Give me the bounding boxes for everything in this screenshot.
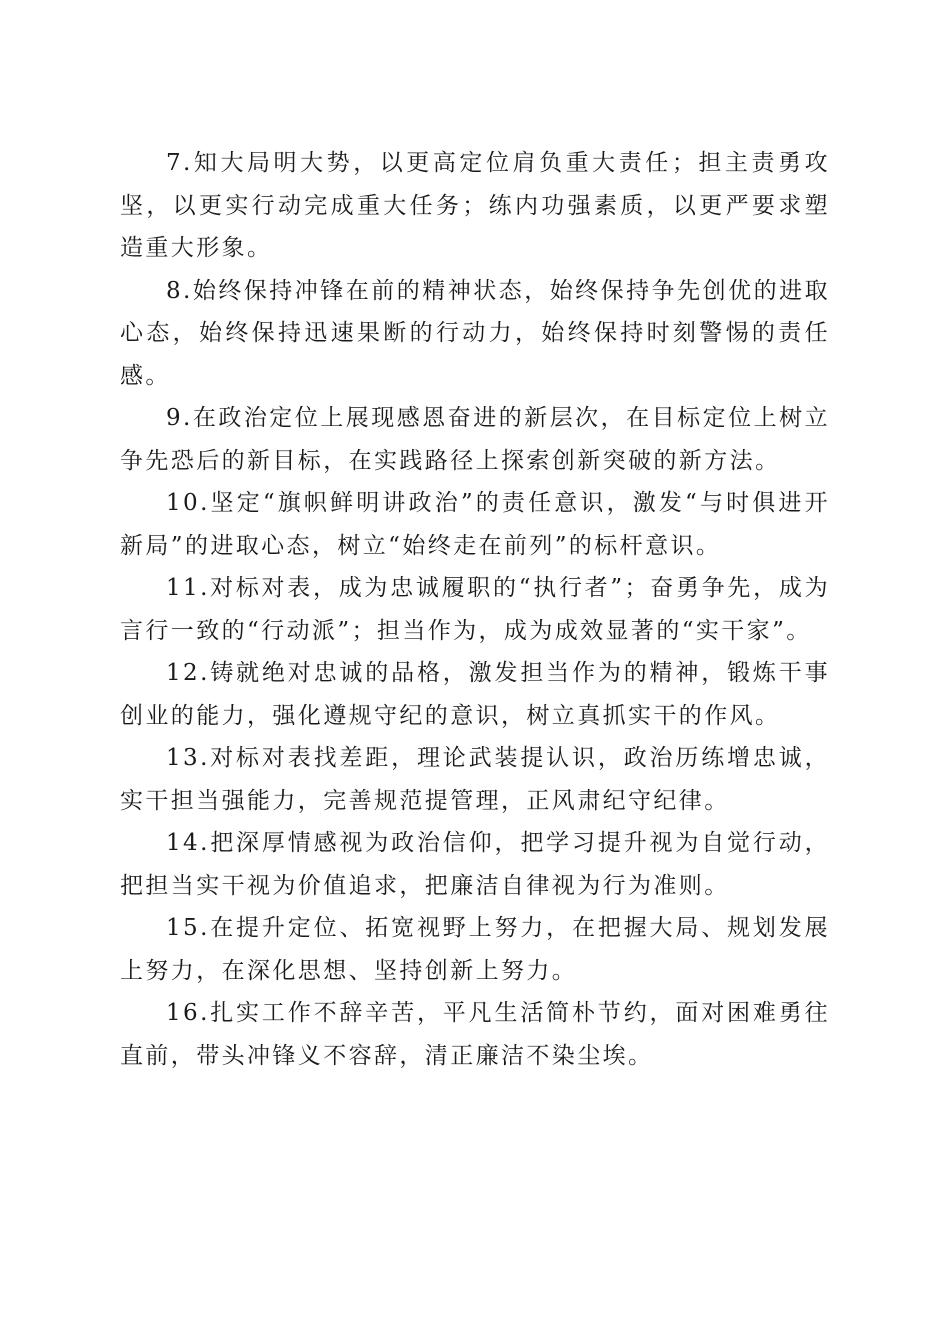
paragraph-8: 8.始终保持冲锋在前的精神状态，始终保持争先创优的进取心态，始终保持迅速果断的行动力，始终保持时刻警惕的责任感。 <box>120 277 830 389</box>
paragraph-10: 10.坚定“旗帜鲜明讲政治”的责任意识，激发“与时俱进开新局”的进取心态，树立“始终走在前列”的标杆意识。 <box>120 490 830 559</box>
document-body <box>120 142 830 1077</box>
paragraph-11: 11.对标对表，成为忠诚履职的“执行者”；奋勇争先，成为言行一致的“行动派”；担当作为，成为成效显著的“实干家”。 <box>120 575 830 644</box>
paragraph-7: 7.知大局明大势，以更高定位肩负重大责任；担主责勇攻坚，以更实行动完成重大任务；练内功强素质，以更严要求塑造重大形象。 <box>120 150 830 261</box>
paragraph-12: 12.铸就绝对忠诚的品格，激发担当作为的精神，锻炼干事创业的能力，强化遵规守纪的意识，树立真抓实干的作风。 <box>120 660 830 729</box>
paragraph-13: 13.对标对表找差距，理论武装提认识，政治历练增忠诚，实干担当强能力，完善规范提管理，正风肃纪守纪律。 <box>120 745 830 814</box>
paragraph-16: 16.扎实工作不辞辛苦，平凡生活简朴节约，面对困难勇往直前，带头冲锋义不容辞，清正廉洁不染尘埃。 <box>120 1000 830 1069</box>
paragraph-9: 9.在政治定位上展现感恩奋进的新层次，在目标定位上树立争先恐后的新目标，在实践路径上探索创新突破的新方法。 <box>120 405 830 474</box>
paragraph-15: 15.在提升定位、拓宽视野上努力，在把握大局、规划发展上努力，在深化思想、坚持创新上努力。 <box>120 915 830 984</box>
paragraph-14: 14.把深厚情感视为政治信仰，把学习提升视为自觉行动，把担当实干视为价值追求，把廉洁自律视为行为准则。 <box>120 830 830 899</box>
